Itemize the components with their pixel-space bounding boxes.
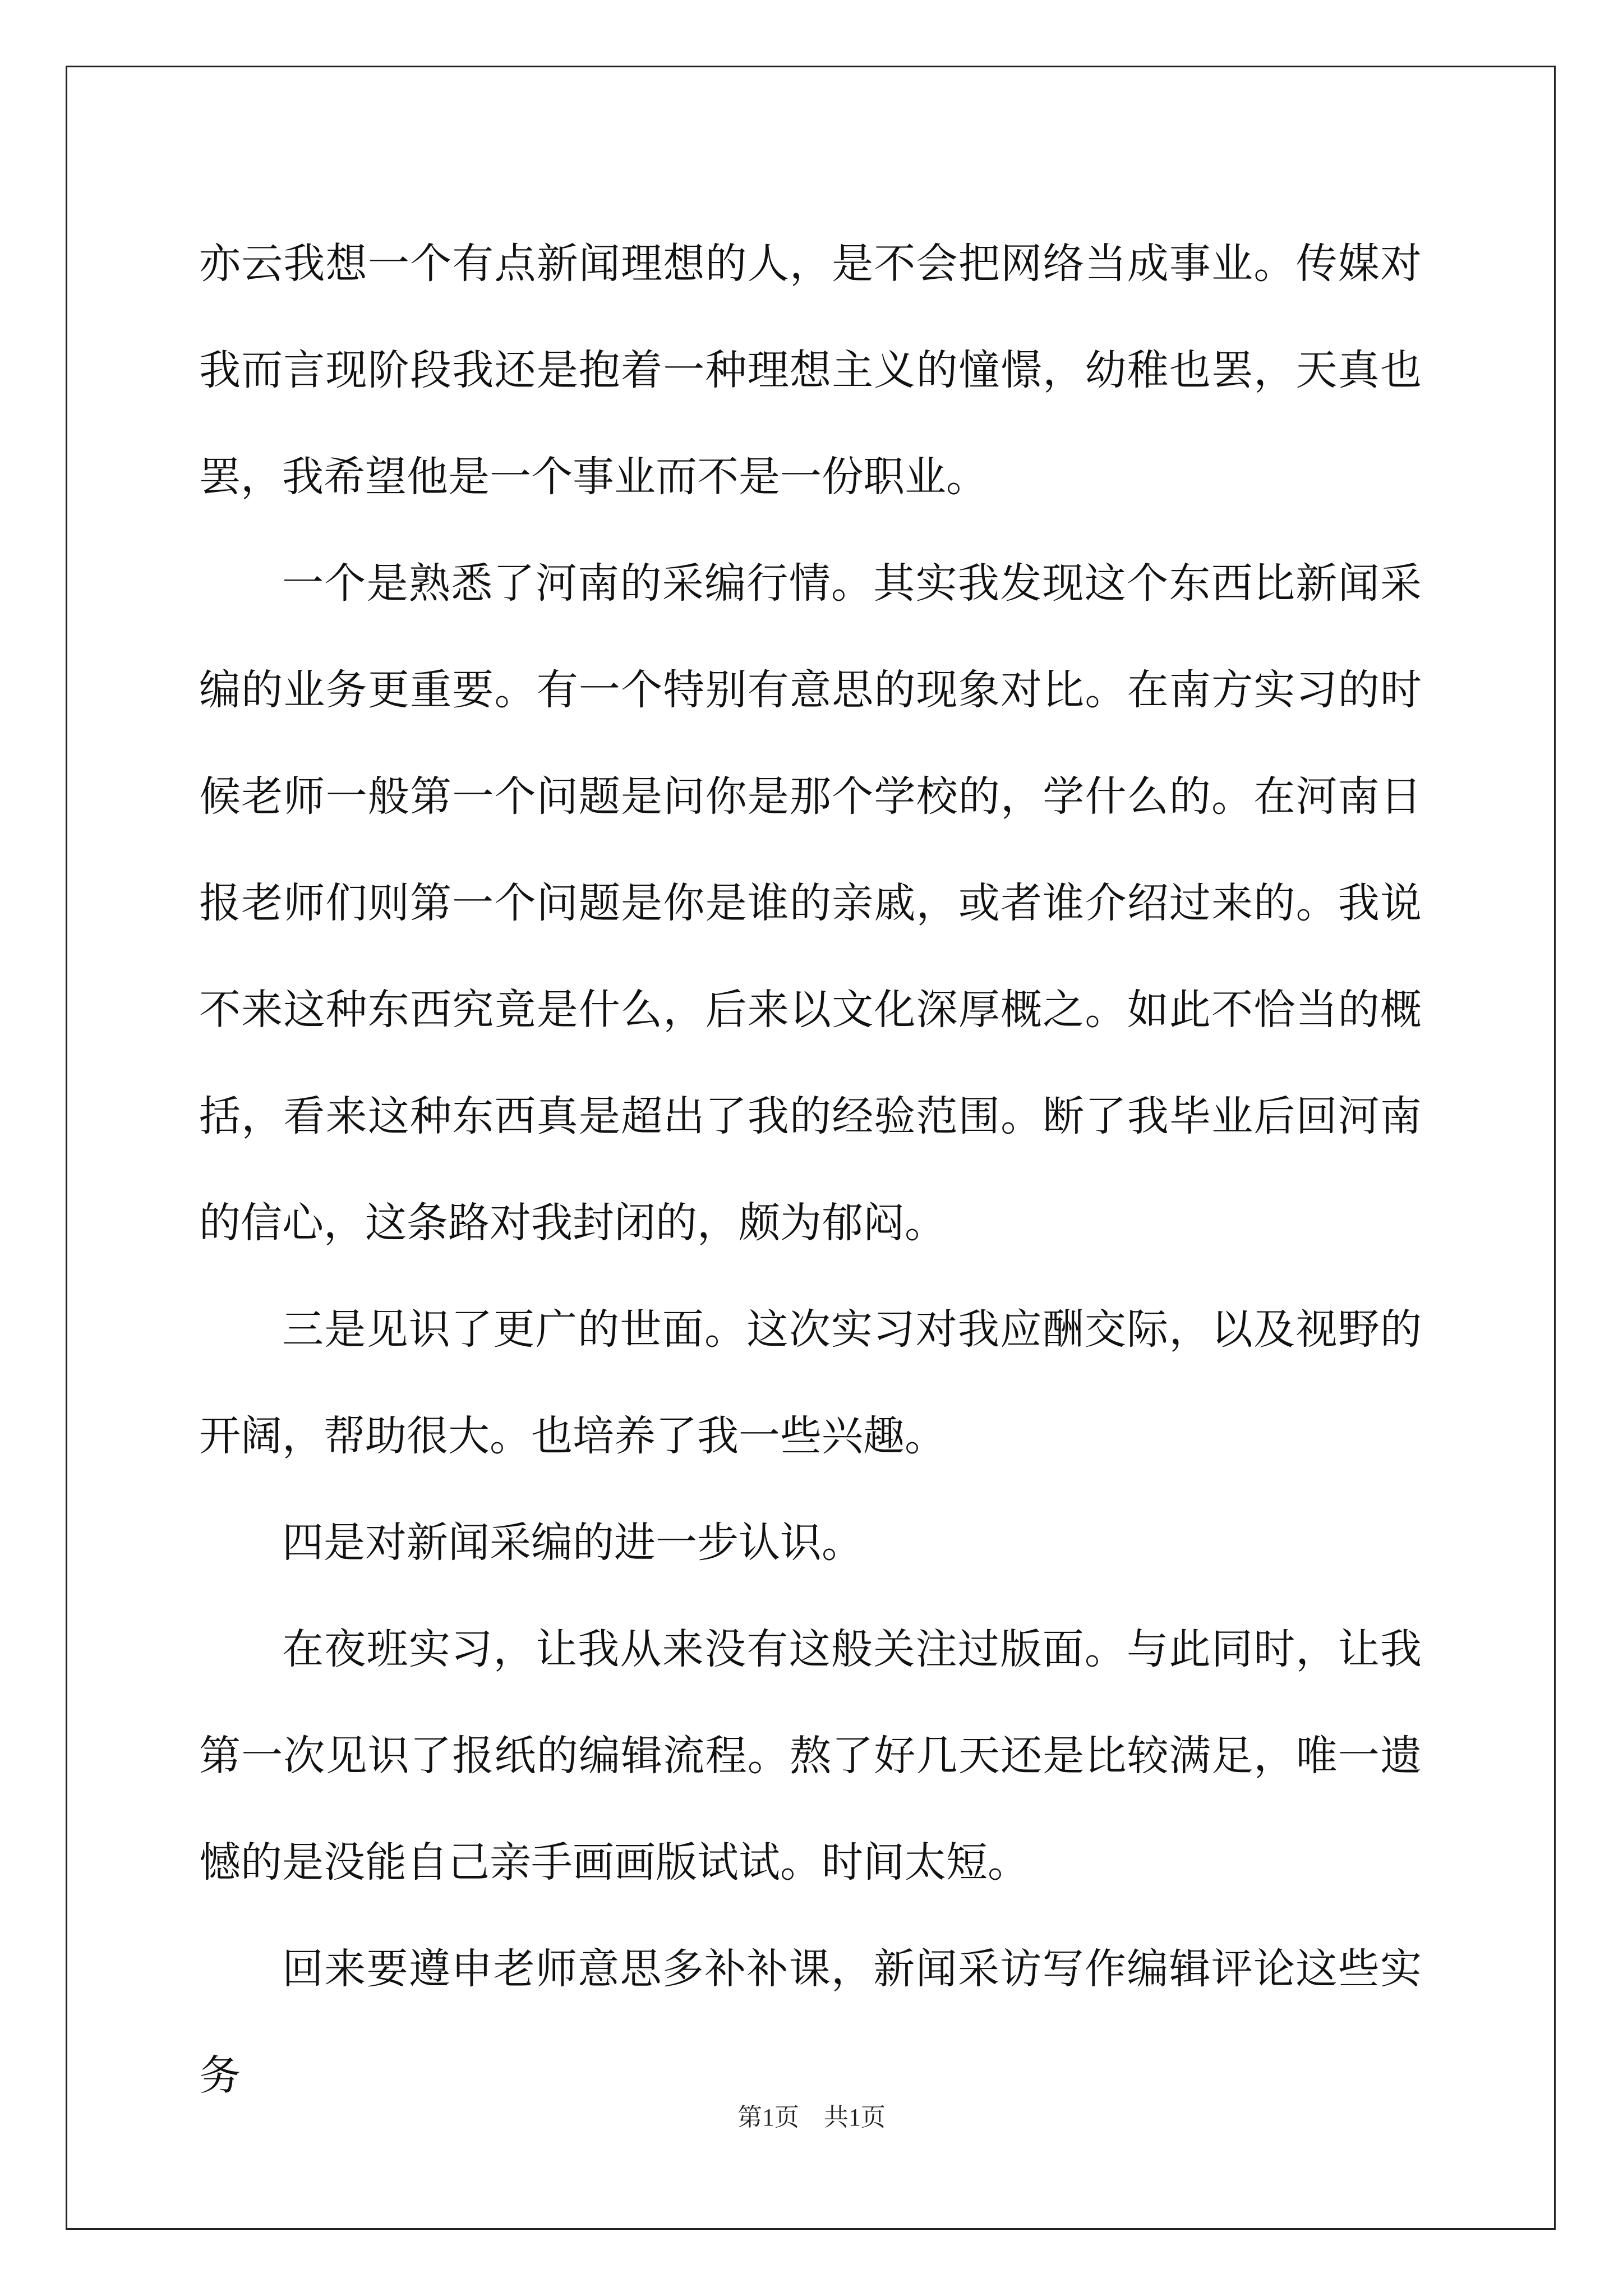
paragraph: 四是对新闻采编的进一步认识。	[282, 1519, 863, 1567]
page-footer	[0, 2101, 1623, 2134]
page-number: 第1页 共1页	[737, 2104, 886, 2131]
paragraph: 三是见识了更广的世面。这次实习对我应酬交际，以及视野的开阔，帮助很大。也培养了我一些兴趣。	[199, 1305, 1422, 1460]
document-body	[199, 210, 1422, 2129]
paragraph: 回来要遵申老师意思多补补课，新闻采访写作编辑评论这些实务	[199, 1945, 1422, 2100]
paragraph: 在夜班实习，让我从来没有这般关注过版面。与此同时，让我第一次见识了报纸的编辑流程。熬了好几天还是比较满足，唯一遗憾的是没能自己亲手画画版试试。时间太短。	[199, 1625, 1422, 1887]
paragraph: 亦云我想一个有点新闻理想的人，是不会把网络当成事业。传媒对我而言现阶段我还是抱着一种理想主义的憧憬，幼稚也罢，天真也罢，我希望他是一个事业而不是一份职业。	[199, 240, 1422, 501]
paragraph: 一个是熟悉了河南的采编行情。其实我发现这个东西比新闻采编的业务更重要。有一个特别有意思的现象对比。在南方实习的时候老师一般第一个问题是问你是那个学校的，学什么的。在河南日报老师们则第一个问题是你是谁的亲戚，或者谁介绍过来的。我说不来这种东西究竟是什么，后来以文化深厚概之。如此不恰当的概括，看来这种东西真是超出了我的经验范围。断了我毕业后回河南的信心，这条路对我封闭的，颇为郁闷。	[199, 559, 1422, 1247]
